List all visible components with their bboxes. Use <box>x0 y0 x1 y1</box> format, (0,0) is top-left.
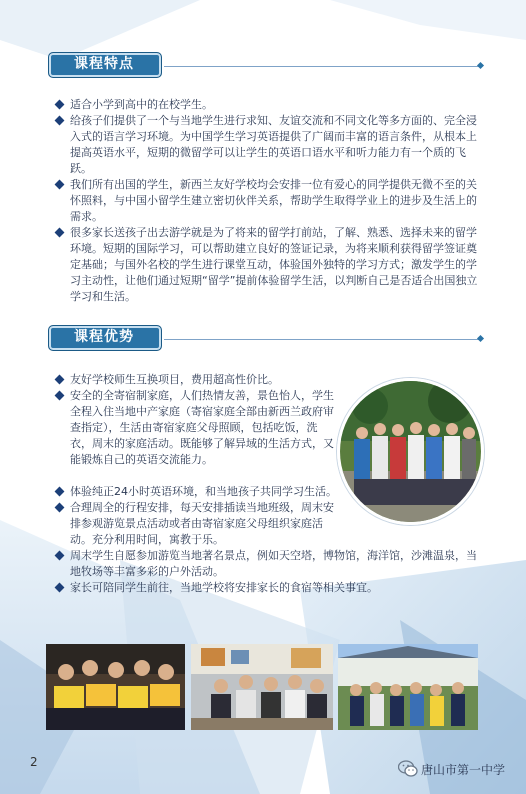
advantages-list-top <box>54 372 336 468</box>
diamond-bullet-icon <box>55 503 65 513</box>
diamond-bullet-icon <box>55 100 65 110</box>
features-list <box>54 97 478 305</box>
diamond-bullet-icon <box>55 180 65 190</box>
photo-outdoor-group <box>338 644 478 730</box>
diamond-bullet-icon <box>55 551 65 561</box>
diamond-bullet-icon <box>55 116 65 126</box>
list-item: 安全的全寄宿制家庭，人们热情友善，景色怡人，学生全程入住当地中产家庭（寄宿家庭全部由新西兰政府审查指定），生活由寄宿家庭父母照顾，包括吃饭，洗衣，周末的家庭活动。既能够了解异域的生活方式，又能锻炼自己的英语交流能力。 <box>54 388 336 468</box>
wechat-icon <box>398 760 418 778</box>
list-item: 很多家长送孩子出去游学就是为了将来的留学打前站，了解、熟悉、选择未来的留学环境。短期的国际学习，可以帮助建立良好的签证记录，为将来顺利获得留学签证奠定基础；与国外名校的学生进行课堂互动，体验国外独特的学习方式；激发学生的学习主动性，让他们通过短期“留学”提前体验留学生活，以判断自己是否适合出国独立学习和生活。 <box>54 225 478 305</box>
section-header-features <box>48 52 488 76</box>
section-title: 课程优势 <box>74 329 134 345</box>
list-item: 体验纯正24小时英语环境，和当地孩子共同学习生活。 <box>54 484 478 500</box>
section-header-advantages <box>48 325 488 349</box>
diamond-bullet-icon <box>55 375 65 385</box>
divider-end <box>477 62 484 69</box>
list-item: 合理周全的行程安排，每天安排插读当地班级，周末安排参观游览景点活动或者由寄宿家庭父母组织家庭活动。充分利用时间，寓教于乐。 <box>54 500 478 548</box>
list-item: 适合小学到高中的在校学生。 <box>54 97 478 113</box>
group-photo-round <box>337 378 484 525</box>
photo-illustration <box>191 644 333 730</box>
list-item: 友好学校师生互换项目，费用超高性价比。 <box>54 372 336 388</box>
group-photo-illustration <box>340 381 481 522</box>
list-item: 给孩子们提供了一个与当地学生进行求知、友谊交流和不同文化等多方面的、完全浸入式的语言学习环境。为中国学生学习英语提供了广阔而丰富的语言条件，从根本上提高英语水平，短期的微留学可以让学生的英语口语水平和听力能力有一个质的飞跃。 <box>54 113 478 177</box>
divider-end <box>477 335 484 342</box>
section-title: 课程特点 <box>74 56 134 72</box>
divider-line <box>164 339 480 340</box>
list-item: 家长可陪同学生前往，当地学校将安排家长的食宿等相关事宜。 <box>54 580 478 596</box>
diamond-bullet-icon <box>55 391 65 401</box>
page-number: 2 <box>30 755 38 769</box>
photo-illustration <box>46 644 185 730</box>
photo-illustration <box>338 644 478 730</box>
photo-classroom-group <box>191 644 333 730</box>
photo-students-with-certificates <box>46 644 185 730</box>
diamond-bullet-icon <box>55 583 65 593</box>
diamond-bullet-icon <box>55 228 65 238</box>
diamond-bullet-icon <box>55 487 65 497</box>
list-item: 周末学生自愿参加游览当地著名景点，例如天空塔，博物馆，海洋馆，沙滩温泉，当地牧场等丰富多彩的户外活动。 <box>54 548 478 580</box>
divider-line <box>164 66 480 67</box>
list-item: 我们所有出国的学生，新西兰友好学校均会安排一位有爱心的同学提供无微不至的关怀照料，与中国小留学生建立密切伙伴关系，帮助学生取得学业上的进步及生活上的需求。 <box>54 177 478 225</box>
brand-text: 唐山市第一中学 <box>421 763 506 777</box>
